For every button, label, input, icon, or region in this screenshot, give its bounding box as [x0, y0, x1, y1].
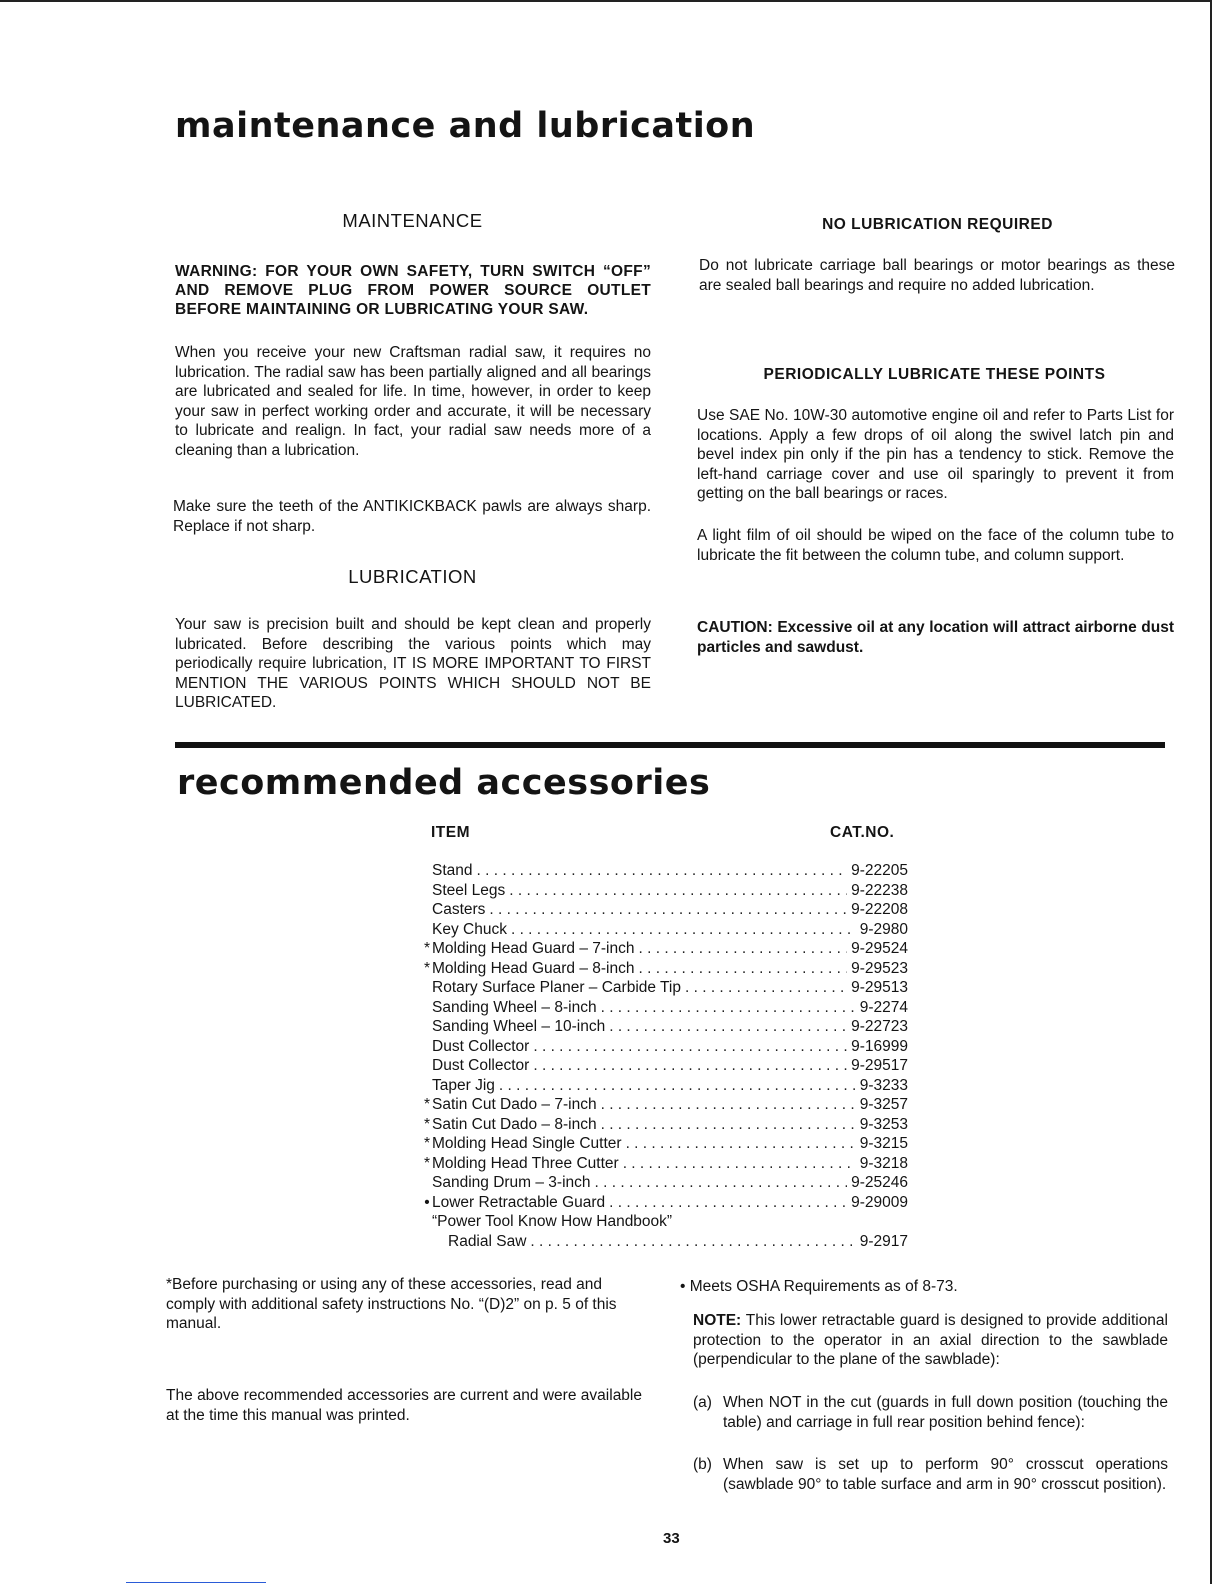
item-a-label: (a) — [693, 1394, 712, 1411]
item-cat-no: 9-3253 — [859, 1115, 908, 1133]
item-mark: * — [423, 959, 431, 977]
caution-text: CAUTION: Excessive oil at any location will attract airborne dust particles and sawdust. — [697, 619, 1174, 656]
cat-column-header: CAT.NO. — [830, 824, 895, 841]
list-item — [693, 1455, 1168, 1494]
item-name: Sanding Wheel – 10-inch — [432, 1018, 606, 1035]
oil-film-paragraph: A light film of oil should be wiped on the face of the column tube to lubricate the fit between the column tube, and column support. — [697, 527, 1174, 564]
item-b-text: When saw is set up to perform 90° crosscut operations (sawblade 90° to table surface and arm in 90° crosscut position). — [723, 1456, 1168, 1493]
antikickback-paragraph: Make sure the teeth of the ANTIKICKBACK pawls are always sharp. Replace if not sharp. — [173, 498, 651, 535]
leader-dots — [530, 1232, 855, 1252]
handbook-title: “Power Tool Know How Handbook” — [432, 1213, 673, 1230]
item-mark: * — [423, 1115, 431, 1133]
leader-dots — [499, 1076, 856, 1096]
top-border — [0, 0, 1210, 2]
item-cat-no: 9-29009 — [851, 1193, 908, 1211]
item-cat-no: 9-3233 — [859, 1076, 908, 1094]
item-name: Molding Head Three Cutter — [432, 1154, 619, 1172]
leader-dots — [511, 920, 856, 940]
list-item — [432, 1173, 908, 1193]
leader-dots — [601, 1095, 856, 1115]
item-name: Rotary Surface Planer – Carbide Tip — [432, 979, 681, 996]
page-number: 33 — [663, 1530, 680, 1547]
list-item — [432, 1017, 908, 1037]
item-cat-no: 9-22238 — [851, 881, 908, 899]
item-cat-no: 9-22723 — [851, 1018, 908, 1035]
item-name: Sanding Drum – 3-inch — [432, 1174, 591, 1191]
note-text: This lower retractable guard is designed to provide additional protection to the operator in an axial direction to the sawblade (perpendicular to the plane of the sawblade): — [693, 1312, 1168, 1368]
leader-dots — [477, 861, 848, 881]
item-cat-no: 9-3218 — [859, 1154, 908, 1172]
list-item — [423, 1134, 908, 1154]
leader-dots — [489, 900, 847, 920]
item-mark: * — [423, 1154, 431, 1172]
item-name: Taper Jig — [432, 1076, 495, 1094]
item-name: Molding Head Guard – 8-inch — [432, 959, 635, 977]
maintenance-heading: MAINTENANCE — [342, 210, 483, 231]
item-name: Casters — [432, 901, 486, 918]
item-name: Satin Cut Dado – 7-inch — [432, 1096, 597, 1113]
item-cat-no: 9-22208 — [851, 901, 908, 918]
item-name: Stand — [432, 862, 473, 879]
accessories-list — [423, 861, 908, 1251]
list-item — [424, 1193, 908, 1213]
item-column-header: ITEM — [431, 824, 471, 841]
leader-dots — [609, 1017, 847, 1037]
leader-dots — [601, 998, 856, 1018]
list-item — [423, 939, 908, 959]
item-name: Dust Collector — [432, 1057, 530, 1074]
item-mark: * — [423, 1135, 431, 1152]
item-name: Sanding Wheel – 8-inch — [432, 998, 597, 1016]
item-name: Molding Head Single Cutter — [432, 1135, 622, 1152]
list-item — [423, 959, 908, 979]
list-item — [432, 900, 908, 920]
list-item — [432, 861, 908, 881]
item-cat-no: 9-25246 — [851, 1174, 908, 1191]
item-name: Molding Head Guard – 7-inch — [432, 940, 635, 957]
leader-dots — [623, 1154, 856, 1174]
current-note: The above recommended accessories are current and were available at the time this manual was printed. — [166, 1387, 642, 1424]
item-mark: • — [424, 1193, 430, 1211]
list-item — [432, 1232, 908, 1252]
list-item — [423, 1154, 908, 1174]
leader-dots — [533, 1056, 847, 1076]
item-cat-no: 9-29513 — [851, 979, 908, 996]
leader-dots — [601, 1115, 856, 1135]
leader-dots — [509, 881, 847, 901]
right-border — [1210, 0, 1212, 1584]
osha-note: • Meets OSHA Requirements as of 8-73. — [680, 1278, 958, 1295]
list-item — [693, 1393, 1168, 1432]
list-item — [432, 920, 908, 940]
item-cat-no: 9-2917 — [859, 1232, 908, 1250]
warning-text: WARNING: FOR YOUR OWN SAFETY, TURN SWITCH “OFF” AND REMOVE PLUG FROM POWER SOURCE OUTLET BEFORE MAINTAINING OR LUBRICATING YOUR SAW. — [175, 263, 651, 318]
accessories-title: recommended accessories — [177, 763, 711, 803]
item-b-label: (b) — [693, 1456, 712, 1473]
lubrication-paragraph: Your saw is precision built and should be kept clean and properly lubricated. Before describing the various points which may periodically require lubrication, IT IS MORE IMPORTANT TO FIRST MENTION THE VARIOUS POINTS WHICH SHOULD NOT BE LUBRICATED. — [175, 616, 651, 711]
leader-dots — [685, 978, 847, 998]
item-mark: * — [423, 1096, 431, 1113]
list-item — [423, 1115, 908, 1135]
periodic-heading: PERIODICALLY LUBRICATE THESE POINTS — [763, 366, 1106, 383]
item-name: Satin Cut Dado – 8-inch — [432, 1115, 597, 1133]
item-a-text: When NOT in the cut (guards in full down position (touching the table) and carriage in full rear position behind fence): — [723, 1394, 1168, 1431]
lubrication-heading: LUBRICATION — [348, 566, 477, 587]
item-cat-no: 9-29523 — [851, 959, 908, 977]
item-mark: * — [423, 940, 431, 957]
leader-dots — [533, 1037, 847, 1057]
list-item — [432, 1076, 908, 1096]
page-title: maintenance and lubrication — [175, 106, 756, 146]
item-cat-no: 9-29524 — [851, 940, 908, 957]
asterisk-note: *Before purchasing or using any of these accessories, read and comply with additional safety instructions No. “(D)2” on p. 5 of this manual. — [166, 1276, 617, 1332]
item-cat-no: 9-29517 — [851, 1057, 908, 1074]
no-lubrication-paragraph: Do not lubricate carriage ball bearings or motor bearings as these are sealed ball bearings and require no added lubrication. — [699, 257, 1175, 294]
maintenance-paragraph: When you receive your new Craftsman radial saw, it requires no lubrication. The radial saw has been partially aligned and all bearings are lubricated and sealed for life. In time, however, in order to keep your saw in perfect working order and accurate, it will be necessary to lubricate and realign. In fact, your radial saw needs more of a cleaning than a lubrication. — [175, 344, 651, 459]
item-name: Steel Legs — [432, 881, 506, 899]
item-name: Dust Collector — [432, 1037, 530, 1055]
leader-dots — [609, 1193, 847, 1213]
item-cat-no: 9-3257 — [859, 1096, 908, 1113]
leader-dots — [638, 939, 847, 959]
leader-dots — [595, 1173, 848, 1193]
list-item — [423, 1095, 908, 1115]
footer-line — [126, 1582, 266, 1583]
list-item — [432, 978, 908, 998]
item-cat-no: 9-2274 — [859, 998, 908, 1016]
leader-dots — [638, 959, 847, 979]
list-item — [432, 998, 908, 1018]
leader-dots — [626, 1134, 856, 1154]
item-cat-no: 9-22205 — [851, 862, 908, 879]
periodic-paragraph: Use SAE No. 10W-30 automotive engine oil and refer to Parts List for locations. Apply a few drops of oil along the swivel latch pin and bevel index pin only if the pin has a tendency to stick. Remove the left-hand carriage cover and use oil sparingly to prevent it from getting on the ball bearings or races. — [697, 407, 1174, 502]
item-name: Lower Retractable Guard — [432, 1193, 606, 1211]
section-divider — [175, 742, 1165, 748]
item-name: Key Chuck — [432, 920, 507, 938]
no-lubrication-heading: NO LUBRICATION REQUIRED — [822, 216, 1053, 233]
item-cat-no: 9-3215 — [859, 1135, 908, 1152]
note-label: NOTE: — [693, 1312, 742, 1329]
list-item — [432, 1212, 908, 1232]
list-item — [432, 1056, 908, 1076]
list-item — [432, 881, 908, 901]
item-cat-no: 9-16999 — [851, 1037, 908, 1055]
note-paragraph — [693, 1311, 1168, 1370]
item-name: Radial Saw — [448, 1232, 527, 1250]
list-item — [432, 1037, 908, 1057]
item-cat-no: 9-2980 — [859, 920, 908, 938]
